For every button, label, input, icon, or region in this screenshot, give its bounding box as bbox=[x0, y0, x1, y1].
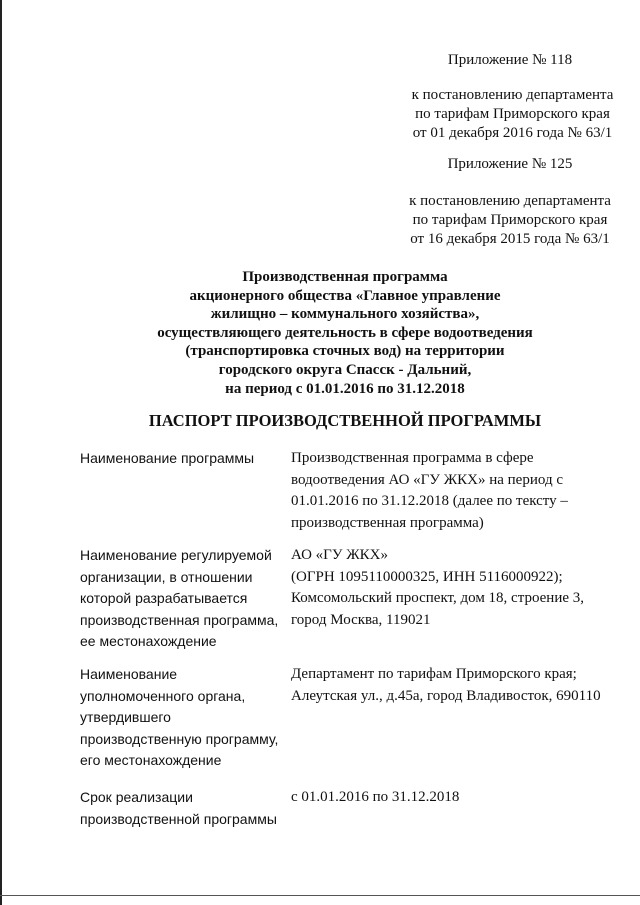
appendix-title-text: Приложение № 125 bbox=[447, 156, 573, 172]
value-line: Комсомольский проспект, дом 18, строение 3, bbox=[291, 590, 585, 607]
value-line: (ОГРН 1095110000325, ИНН 5116000922); bbox=[291, 568, 563, 585]
document-title bbox=[120, 268, 570, 398]
label-line: уполномоченного органа, bbox=[80, 687, 246, 704]
value-line: 01.01.2016 по 31.12.2018 (далее по тексту – bbox=[291, 493, 568, 510]
value-line: Производственная программа в сфере bbox=[291, 450, 534, 466]
title-line: акционерного общества «Главное управление bbox=[189, 287, 501, 304]
passport-row-label-organization bbox=[80, 545, 285, 653]
label-line: Срок реализации bbox=[80, 789, 193, 805]
label-line: Наименование программы bbox=[80, 450, 255, 466]
appendix-title-text: Приложение № 118 bbox=[447, 52, 573, 68]
value-line: с 01.01.2016 по 31.12.2018 bbox=[291, 789, 460, 805]
label-line: производственную программу, bbox=[80, 730, 279, 747]
appendix-125-reference bbox=[385, 192, 635, 249]
label-line: производственной программы bbox=[80, 810, 277, 827]
passport-heading: ПАСПОРТ ПРОИЗВОДСТВЕННОЙ ПРОГРАММЫ bbox=[148, 411, 542, 430]
value-line: водоотведения АО «ГУ ЖКХ» на период с bbox=[291, 471, 563, 488]
label-line: ее местонахождение bbox=[80, 633, 217, 650]
appendix-125-title bbox=[440, 155, 580, 174]
appendix-line: по тарифам Приморского края bbox=[412, 212, 608, 228]
value-line: АО «ГУ ЖКХ» bbox=[291, 547, 388, 563]
value-line: Департамент по тарифам Приморского края; bbox=[291, 666, 577, 682]
title-line: Производственная программа bbox=[242, 269, 448, 285]
value-line: город Москва, 119021 bbox=[291, 611, 431, 628]
title-line: жилищно – коммунального хозяйства», bbox=[210, 306, 480, 323]
title-line: на период с 01.01.2016 по 31.12.2018 bbox=[225, 380, 465, 397]
label-line: утвердившего bbox=[80, 709, 171, 726]
label-line: производственная программа, bbox=[80, 611, 279, 628]
label-line: которой разрабатывается bbox=[80, 590, 248, 607]
passport-row-label-program-name bbox=[80, 448, 285, 470]
appendix-118-reference bbox=[390, 86, 635, 143]
label-line: Наименование bbox=[80, 666, 178, 682]
label-line: организации, в отношении bbox=[80, 568, 253, 585]
label-line: Наименование регулируемой bbox=[80, 547, 272, 563]
title-line: осуществляющего деятельность в сфере водоотведения bbox=[157, 324, 533, 341]
title-line: (транспортировка сточных вод) на территории bbox=[185, 343, 505, 360]
value-line: производственная программа) bbox=[291, 514, 484, 531]
passport-row-label-period bbox=[80, 787, 285, 830]
passport-row-value-program-name bbox=[291, 448, 601, 534]
passport-row-value-authority bbox=[291, 664, 601, 707]
passport-row-value-period bbox=[291, 787, 601, 809]
appendix-line: к постановлению департамента bbox=[411, 87, 614, 103]
passport-row-label-authority bbox=[80, 664, 285, 772]
appendix-line: по тарифам Приморского края bbox=[415, 106, 610, 122]
scan-edge-bottom bbox=[0, 895, 640, 896]
value-line: Алеутская ул., д.45а, город Владивосток, 690110 bbox=[291, 687, 601, 704]
label-line: его местонахождение bbox=[80, 752, 222, 769]
appendix-line: от 16 декабря 2015 года № 63/1 bbox=[410, 231, 610, 247]
title-line: городского округа Спасск - Дальний, bbox=[218, 361, 472, 378]
passport-row-value-organization bbox=[291, 545, 601, 631]
appendix-line: от 01 декабря 2016 года № 63/1 bbox=[412, 125, 613, 141]
appendix-line: к постановлению департамента bbox=[409, 193, 611, 209]
scan-edge-left bbox=[0, 0, 2, 905]
appendix-118-title bbox=[440, 51, 580, 70]
